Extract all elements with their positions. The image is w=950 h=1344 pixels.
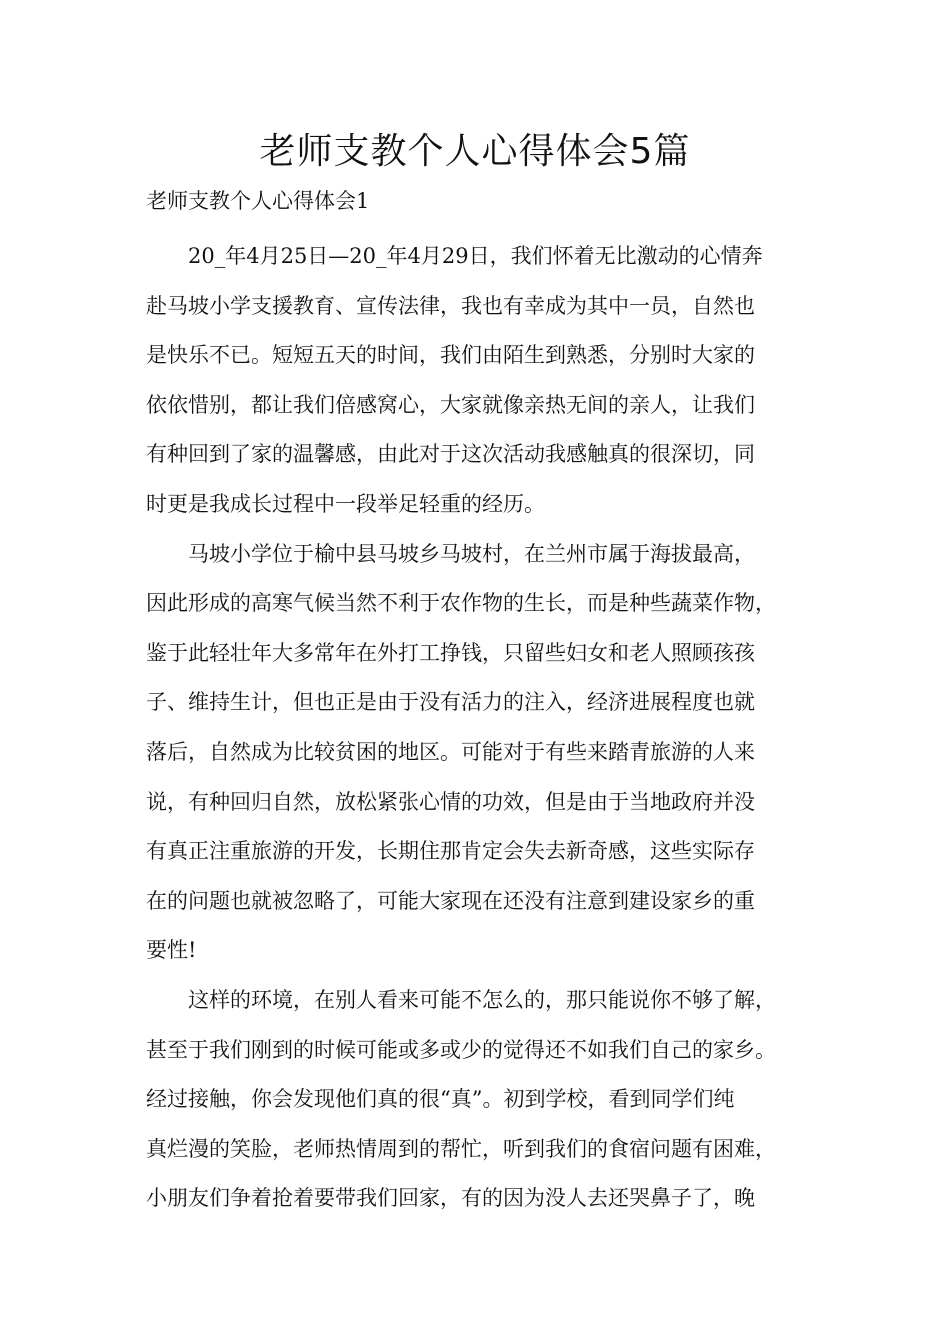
paragraph-2 [146,530,818,976]
text-line: 这样的环境，在别人看来可能不怎么的，那只能说你不够了解， [188,987,776,1012]
paragraph-3 [146,976,818,1224]
text-line: 甚至于我们刚到的时候可能或多或少的觉得还不如我们自己的家乡。 [146,1037,776,1062]
text-line: 在的问题也就被忽略了，可能大家现在还没有注意到建设家乡的重 [146,888,755,913]
text-line: 说，有种回归自然，放松紧张心情的功效，但是由于当地政府并没 [146,789,755,814]
text-line: 真烂漫的笑脸，老师热情周到的帮忙，听到我们的食宿问题有困难， [146,1136,776,1161]
text-line: 有种回到了家的温馨感，由此对于这次活动我感触真的很深切，同 [146,442,755,467]
section-heading: 老师支教个人心得体会1 [146,189,370,213]
text-line: 是快乐不已。短短五天的时间，我们由陌生到熟悉，分别时大家的 [146,343,755,368]
text-line: 要性! [146,938,197,963]
text-line: 鉴于此轻壮年大多常年在外打工挣钱，只留些妇女和老人照顾孩孩 [146,640,755,665]
text-line: 赴马坡小学支援教育、宣传法律，我也有幸成为其中一员，自然也 [146,293,755,318]
text-line: 20_年4月25日—20_年4月29日，我们怀着无比激动的心情奔 [188,244,763,268]
text-line: 依依惜别，都让我们倍感窝心，大家就像亲热无间的亲人，让我们 [146,392,755,417]
document-title: 老师支教个人心得体会5篇 [259,131,691,172]
text-line: 马坡小学位于榆中县马坡乡马坡村，在兰州市属于海拔最高， [188,541,755,566]
text-line: 经过接触，你会发现他们真的很“真”。初到学校，看到同学们纯 [146,1087,735,1112]
text-line: 有真正注重旅游的开发，长期住那肯定会失去新奇感，这些实际存 [146,839,755,864]
paragraph-1 [146,232,818,530]
text-line: 小朋友们争着抢着要带我们回家，有的因为没人去还哭鼻子了，晚 [146,1186,755,1211]
text-line: 因此形成的高寒气候当然不利于农作物的生长，而是种些蔬菜作物， [146,591,776,616]
text-line: 时更是我成长过程中一段举足轻重的经历。 [146,491,545,516]
document-body [146,232,818,1224]
text-line: 落后，自然成为比较贫困的地区。可能对于有些来踏青旅游的人来 [146,739,755,764]
text-line: 子、维持生计，但也正是由于没有活力的注入，经济进展程度也就 [146,690,755,715]
